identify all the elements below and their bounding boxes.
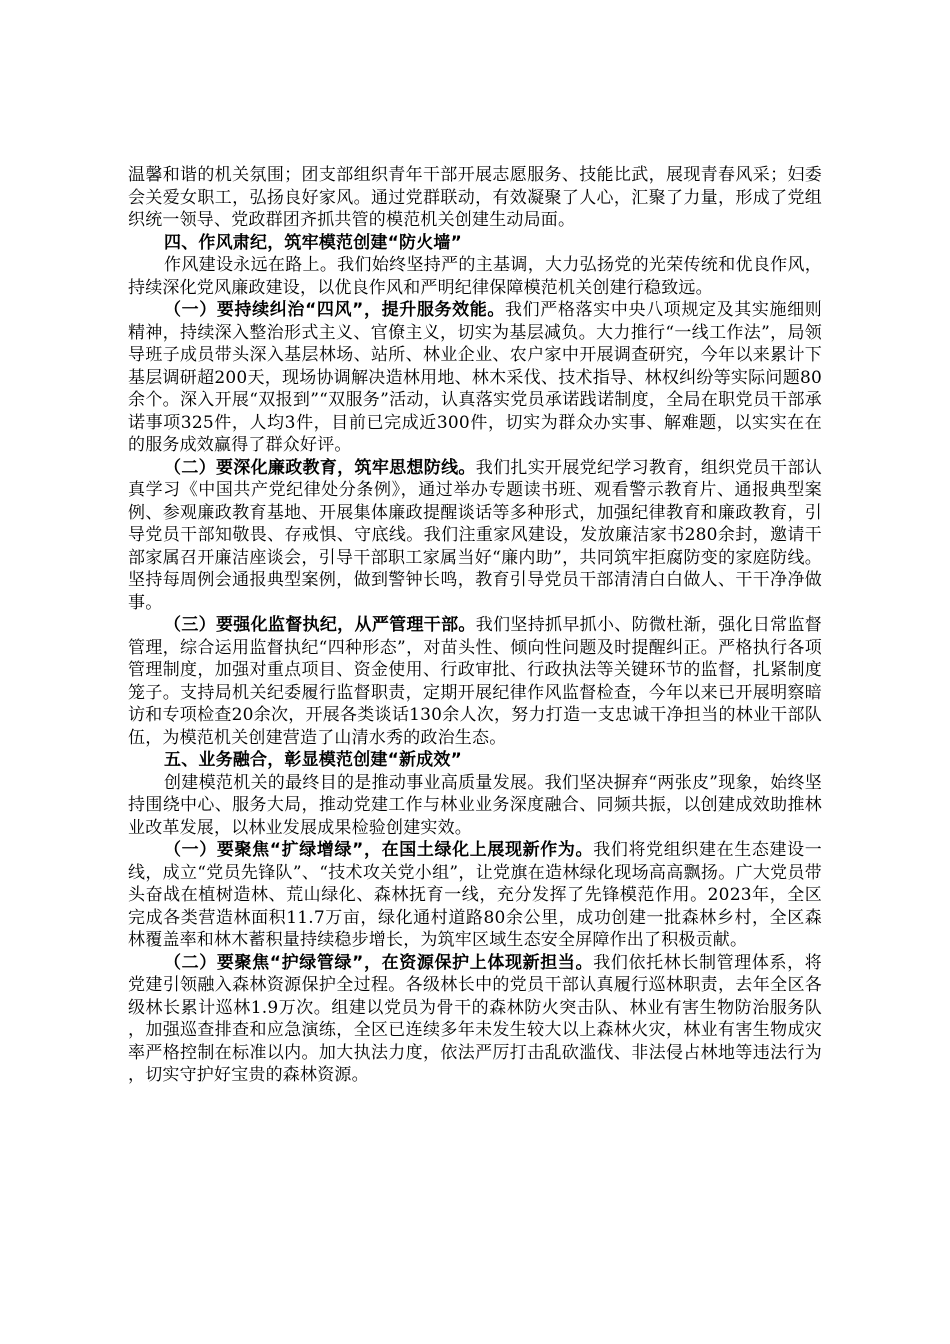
subsection-lead: （一）要持续纠治“四风”，提升服务效能。 xyxy=(164,300,506,320)
subsection-lead: （二）要深化廉政教育，筑牢思想防线。 xyxy=(164,457,476,478)
subsection-four-winds xyxy=(128,299,822,457)
subsection-body: 我们严格落实中央八项规定及其实施细则精神，持续深入整治形式主义、官僚主义，切实为基层减负。大力推行“一线工作法”，局领导班子成员带头深入基层林场、站所、林业企业、农户家中开展调查研究，今年以来累计下基层调研超200天，现场协调解决造林用地、林木采伐、技术指导、林权纠纷等实际问题80余个。深入开展“双报到”“双服务”活动，认真落实党员承诺践诺制度，全局在职党员干部承诺事项325件，人均3件，目前已完成近300件，切实为群众办实事、解难题，以实实在在的服务成效赢得了群众好评。 xyxy=(128,300,822,455)
section-heading-5: 五、业务融合，彰显模范创建“新成效” xyxy=(164,750,462,770)
subsection-body: 我们依托林长制管理体系，将党建引领融入森林资源保护全过程。各级林长中的党员干部认真履行巡林职责，去年全区各级林长累计巡林1.9万次。组建以党员为骨干的森林防火突击队、林业有害生物防治服务队，加强巡查排查和应急演练，全区已连续多年未发生较大以上森林火灾，林业有害生物成灾率严格控制在标准以内。加大执法力度，依法严厉打击乱砍滥伐、非法侵占林地等违法行为，切实守护好宝贵的森林资源。 xyxy=(128,952,822,1085)
body-paragraph-style-intro: 作风建设永远在路上。我们始终坚持严的主基调，大力弘扬党的光荣传统和优良作风，持续深化党风廉政建设，以优良作风和严明纪律保障模范机关创建行稳致远。 xyxy=(128,255,822,298)
subsection-integrity-education xyxy=(128,457,822,615)
body-paragraph-party-group: 温馨和谐的机关氛围；团支部组织青年干部开展志愿服务、技能比武，展现青春风采；妇委会关爱女职工，弘扬良好家风。通过党群联动，有效凝聚了人心，汇聚了力量，形成了党组织统一领导、党政群团齐抓共管的模范机关创建生动局面。 xyxy=(128,165,822,230)
document-page xyxy=(128,164,822,1087)
subsection-lead: （三）要强化监督执纪，从严管理干部。 xyxy=(164,615,476,635)
subsection-greening xyxy=(128,839,822,952)
section-heading-4: 四、作风肃纪，筑牢模范创建“防火墙” xyxy=(164,232,462,253)
subsection-supervision xyxy=(128,614,822,749)
subsection-lead: （二）要聚焦“护绿管绿”，在资源保护上体现新担当。 xyxy=(164,952,594,973)
subsection-body: 我们将党组织建在生态建设一线，成立“党员先锋队”、“技术攻关党小组”，让党旗在造林绿化现场高高飘扬。广大党员带头奋战在植树造林、荒山绿化、森林抚育一线，充分发挥了先锋模范作用。2023年，全区完成各类营造林面积11.7万亩，绿化通村道路80余公里，成功创建一批森林乡村，全区森林覆盖率和林木蓄积量持续稳步增长，为筑牢区域生态安全屏障作出了积极贡献。 xyxy=(128,840,822,950)
subsection-body: 我们扎实开展党纪学习教育，组织党员干部认真学习《中国共产党纪律处分条例》，通过举办专题读书班、观看警示教育片、通报典型案例、参观廉政教育基地、开展集体廉政提醒谈话等多种形式，加强纪律教育和廉政教育，引导党员干部知敬畏、存戒惧、守底线。我们注重家风建设，发放廉洁家书280余封，邀请干部家属召开廉洁座谈会，引导干部职工家属当好“廉内助”，共同筑牢拒腐防变的家庭防线。坚持每周例会通报典型案例，做到警钟长鸣，教育引导党员干部清清白白做人、干干净净做事。 xyxy=(128,457,823,613)
subsection-body: 我们坚持抓早抓小、防微杜渐，强化日常监督管理，综合运用监督执纪“四种形态”，对苗头性、倾向性问题及时提醒纠正。严格执行各项管理制度，加强对重点项目、资金使用、行政审批、行政执法等关键环节的监督，扎紧制度笼子。支持局机关纪委履行监督职责，定期开展纪律作风监督检查，今年以来已开展明察暗访和专项检查20余次，开展各类谈话130余人次，努力打造一支忠诚干净担当的林业干部队伍，为模范机关创建营造了山清水秀的政治生态。 xyxy=(128,615,823,748)
subsection-forest-protection xyxy=(128,952,822,1087)
body-paragraph-integration-intro: 创建模范机关的最终目的是推动事业高质量发展。我们坚决摒弃“两张皮”现象，始终坚持围绕中心、服务大局，推动党建工作与林业业务深度融合、同频共振，以创建成效助推林业改革发展，以林业发展成果检验创建实效。 xyxy=(128,772,822,838)
subsection-lead: （一）要聚焦“扩绿增绿”，在国土绿化上展现新作为。 xyxy=(164,840,594,860)
